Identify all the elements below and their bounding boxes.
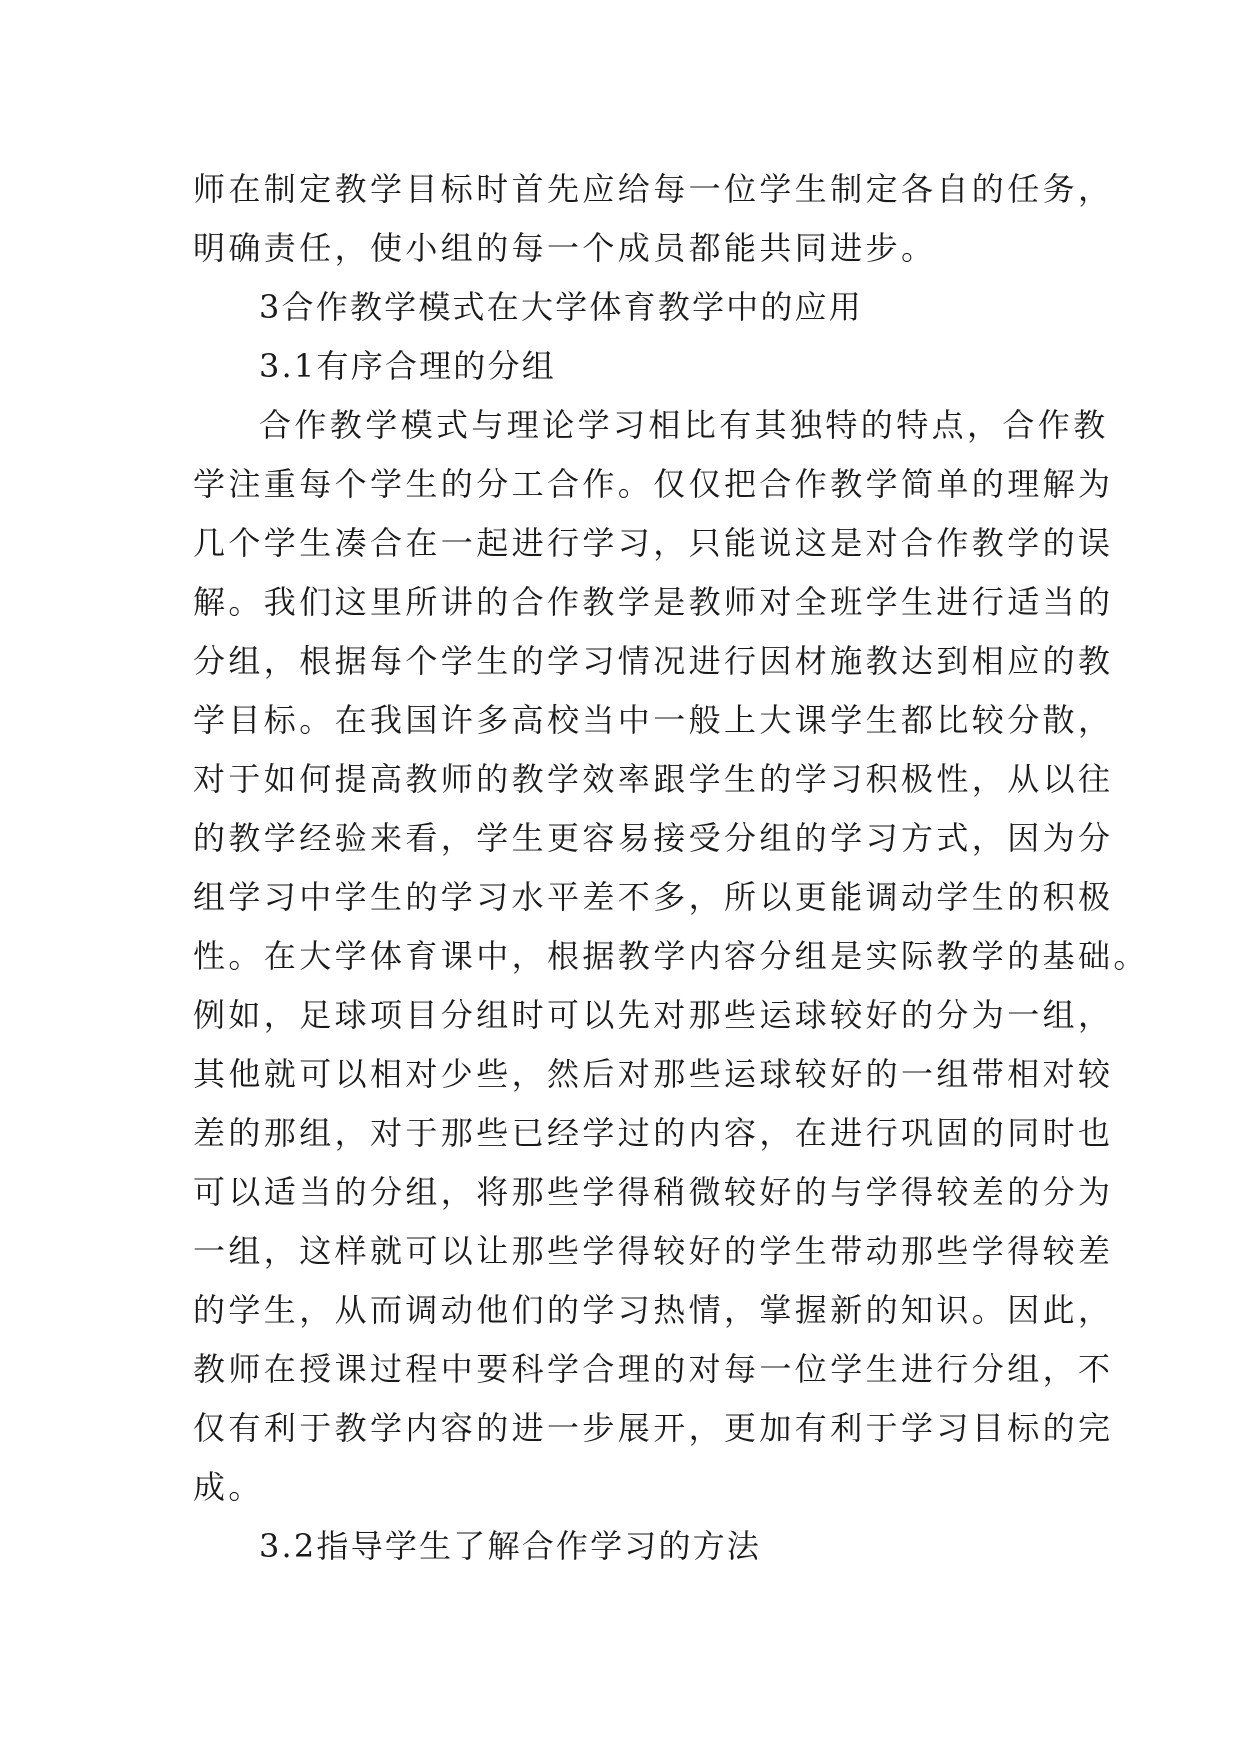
subsection-heading: 3.2指导学生了解合作学习的方法: [259, 1527, 762, 1565]
paragraph-line: 合作教学模式与理论学习相比有其独特的特点，合作教: [259, 406, 1109, 444]
paragraph-line: 可以适当的分组，将那些学得稍微较好的与学得较差的分为: [193, 1173, 1114, 1211]
paragraph-line: 其他就可以相对少些，然后对那些运球较好的一组带相对较: [193, 1055, 1114, 1093]
paragraph-line: 成。: [193, 1468, 264, 1506]
paragraph-line: 组学习中学生的学习水平差不多，所以更能调动学生的积极: [193, 878, 1114, 916]
paragraph-line: 的教学经验来看，学生更容易接受分组的学习方式，因为分: [193, 819, 1114, 857]
paragraph-line: 差的那组，对于那些已经学过的内容，在进行巩固的同时也: [193, 1114, 1114, 1152]
subsection-heading: 3.1有序合理的分组: [259, 347, 556, 385]
paragraph-line: 学注重每个学生的分工合作。仅仅把合作教学简单的理解为: [193, 465, 1114, 503]
section-heading: 3合作教学模式在大学体育教学中的应用: [259, 288, 863, 326]
paragraph-line: 性。在大学体育课中，根据教学内容分组是实际教学的基础。: [193, 937, 1149, 975]
paragraph-line: 解。我们这里所讲的合作教学是教师对全班学生进行适当的: [193, 583, 1114, 621]
paragraph-line: 教师在授课过程中要科学合理的对每一位学生进行分组，不: [193, 1350, 1114, 1388]
paragraph-line: 几个学生凑合在一起进行学习，只能说这是对合作教学的误: [193, 524, 1114, 562]
document-body: [193, 160, 1149, 1576]
paragraph-line: 的学生，从而调动他们的学习热情，掌握新的知识。因此，: [193, 1291, 1114, 1329]
paragraph-line: 例如，足球项目分组时可以先对那些运球较好的分为一组，: [193, 996, 1114, 1034]
paragraph-line: 一组，这样就可以让那些学得较好的学生带动那些学得较差: [193, 1232, 1114, 1270]
paragraph-line: 明确责任，使小组的每一个成员都能共同进步。: [193, 229, 937, 267]
paragraph-line: 仅有利于教学内容的进一步展开，更加有利于学习目标的完: [193, 1409, 1114, 1447]
paragraph-line: 学目标。在我国许多高校当中一般上大课学生都比较分散，: [193, 701, 1114, 739]
paragraph-line: 师在制定教学目标时首先应给每一位学生制定各自的任务，: [193, 170, 1114, 208]
paragraph-line: 对于如何提高教师的教学效率跟学生的学习积极性，从以往: [193, 760, 1114, 798]
paragraph-line: 分组，根据每个学生的学习情况进行因材施教达到相应的教: [193, 642, 1114, 680]
